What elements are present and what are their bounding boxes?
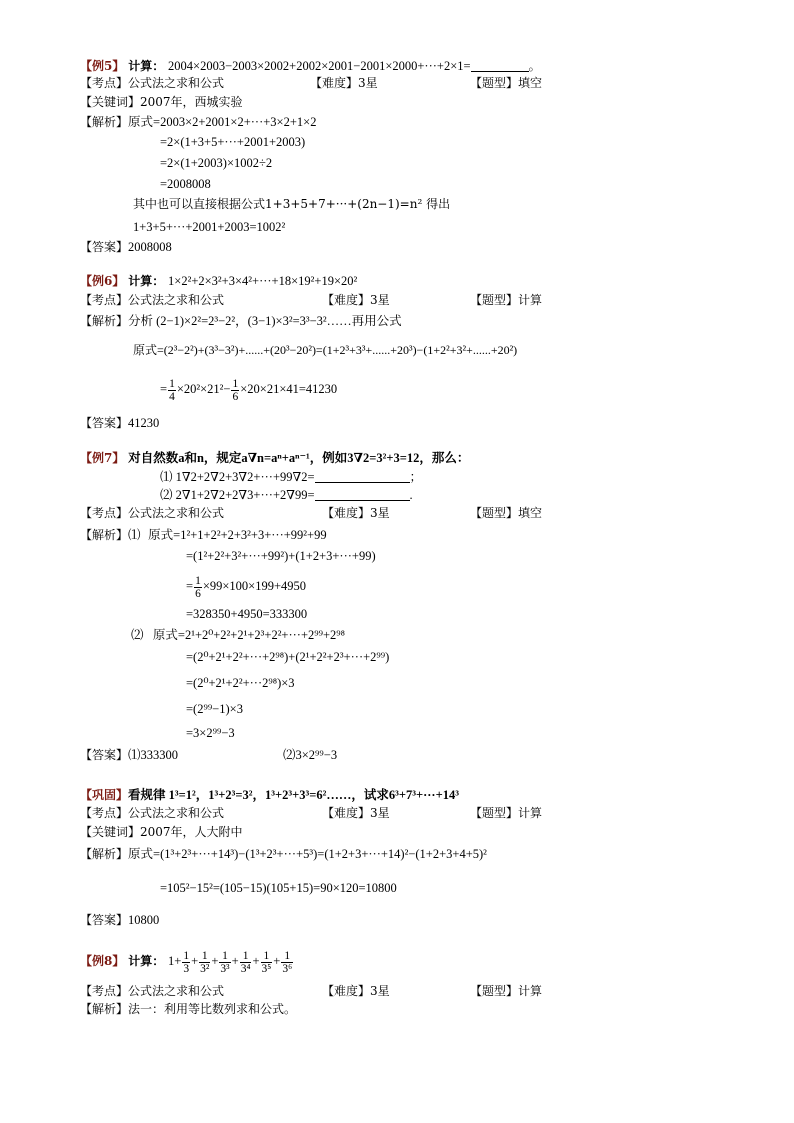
ex7-daan-label: 【答案】: [80, 748, 129, 762]
ex6-tag: 【例6】: [80, 274, 125, 288]
ex6-jiexi: [80, 313, 402, 329]
ex7-q1: ⑴ 1∇2+2∇2+3∇2+···+99∇2=: [160, 470, 315, 484]
ex6-frac-a-den: 4: [169, 390, 175, 403]
gonggu-step1: 原式=(1³+2³+···+14³)−(1³+2³+···+5³)=(1+2+3+···+14)²−(1+2+3+4+5)²: [128, 847, 487, 861]
ex8-frac-2-num: 1: [219, 950, 230, 963]
ex8-frac-4-den: 3⁵: [261, 962, 272, 975]
ex5-meta-line: [80, 75, 224, 91]
ex8-frac-3-den: 3⁴: [240, 962, 251, 975]
ex8-frac-5-den: 3⁶: [282, 962, 293, 975]
ex7-p2-step-3: =(2⁹⁹−1)×3: [186, 702, 243, 716]
ex8-frac: [240, 950, 252, 975]
ex8-tixing-label: 【题型】: [470, 984, 519, 998]
gonggu-daan-label: 【答案】: [80, 913, 129, 927]
ex6-nandu: [322, 292, 390, 308]
ex8-tag: 【例8】: [80, 954, 125, 968]
ex6-step2-d: ×20×21×41=41230: [240, 382, 338, 396]
ex7-p2-step-4: =3×2⁹⁹−3: [186, 726, 235, 740]
ex6-title: 计算：: [128, 274, 165, 288]
ex5-tixing: [470, 75, 542, 91]
ex8-kaodian: [80, 983, 224, 999]
ex8-frac-5-num: 1: [281, 950, 293, 963]
gonggu-tixing-value: 计算: [518, 806, 543, 820]
ex7-p1-label: ⑴: [128, 528, 141, 542]
ex5-answer-blank: [471, 71, 529, 72]
ex5-guanjian-value: 2007年，西城实验: [140, 95, 243, 109]
ex7-q2-end: .: [409, 488, 413, 502]
ex6-nandu-value: 3星: [370, 293, 390, 307]
ex5-daan-value: 2008008: [128, 240, 172, 254]
ex6-tixing-label: 【题型】: [470, 293, 519, 307]
ex6-kaodian-label: 【考点】: [80, 293, 129, 307]
ex8-frac: [199, 950, 210, 975]
gonggu-step2: =105²−15²=(105−15)(105+15)=90×120=10800: [160, 881, 397, 895]
ex7-nandu-label: 【难度】: [322, 506, 371, 520]
ex5-step-3: =2008008: [160, 177, 211, 191]
ex6-tixing: [470, 292, 542, 308]
ex7-p1-frac-den: 6: [195, 587, 201, 600]
gonggu-daan-value: 10800: [128, 913, 160, 927]
ex5-tixing-label: 【题型】: [470, 76, 519, 90]
ex7-p1-step-0: 原式=1²+1+2²+2+3²+3+···+99²+99: [148, 528, 327, 542]
ex6-step2: = $\frac{1}{4}$ ×20²×21²− $\frac{1}{6}$ ×20×21×41=41230: [160, 377, 338, 403]
ex8-frac: [261, 950, 273, 975]
ex7-title: 对自然数a和n，规定a∇n=aⁿ+aⁿ⁻¹，例如3∇2=3²+3=12，那么：: [128, 451, 470, 465]
ex8-frac-4-num: 1: [261, 950, 273, 963]
ex8-frac-1-num: 1: [199, 950, 210, 963]
ex5-nandu-value: 3星: [358, 76, 378, 90]
ex7-daan2: ⑵3×2⁹⁹−3: [283, 748, 338, 762]
ex8-frac-1-den: 3²: [200, 962, 210, 975]
ex6-jiexi-label: 【解析】: [80, 314, 129, 328]
gonggu-jiexi-label: 【解析】: [80, 847, 129, 861]
ex8-method: 法一：利用等比数列求和公式。: [128, 1002, 297, 1016]
ex5-problem: 2004×2003−2003×2002+2002×2001−2001×2000+···+2×1=: [168, 59, 471, 73]
ex7-tixing-value: 填空: [518, 506, 543, 520]
gonggu-keywords: [80, 824, 243, 840]
gonggu-jiexi: [80, 846, 487, 862]
ex8-frac: [219, 950, 230, 975]
ex6-kaodian-value: 公式法之求和公式: [128, 293, 225, 307]
ex5-end: 。: [528, 59, 541, 73]
ex7-tixing: [470, 505, 542, 521]
ex8-frac-2-den: 3³: [220, 962, 230, 975]
ex6-problem-line: [80, 273, 357, 289]
gonggu-kaodian-label: 【考点】: [80, 806, 129, 820]
ex5-guanjian-label: 【关键词】: [80, 95, 141, 109]
ex5-answer: [80, 239, 172, 255]
ex8-title: 计算：: [128, 954, 165, 968]
gonggu-title: 看规律 1³=1²，1³+2³=3²，1³+2³+3³=6²……，试求6³+7³+···+14³: [128, 788, 459, 802]
ex6-frac-a: [168, 378, 176, 403]
ex7-problem-line: [80, 450, 469, 466]
gonggu-tag: 【巩固】: [80, 788, 129, 802]
ex8-nandu-value: 3星: [370, 984, 390, 998]
gonggu-nandu: [322, 805, 390, 821]
ex6-nandu-label: 【难度】: [322, 293, 371, 307]
ex7-q1-end: ；: [409, 470, 423, 484]
ex7-p1-step-2: ×99×100×199+4950: [202, 579, 307, 593]
ex7-jiexi-label: 【解析】: [80, 528, 129, 542]
gonggu-nandu-label: 【难度】: [322, 806, 371, 820]
ex5-problem-line: [80, 58, 541, 74]
ex6-frac-c-den: 6: [232, 390, 239, 403]
ex8-kaodian-label: 【考点】: [80, 984, 129, 998]
ex8-kaodian-value: 公式法之求和公式: [128, 984, 225, 998]
gonggu-guanjian-label: 【关键词】: [80, 825, 141, 839]
ex6-frac-a-num: 1: [169, 377, 175, 390]
gonggu-problem-line: [80, 787, 459, 803]
ex8-frac-0-num: 1: [183, 949, 190, 962]
ex8-tixing: [470, 983, 542, 999]
ex7-nandu-value: 3星: [370, 506, 390, 520]
ex5-tixing-value: 填空: [518, 76, 543, 90]
ex7-p2-step-0: 原式=2¹+2⁰+2²+2¹+2³+2²+···+2⁹⁹+2⁹⁸: [152, 628, 346, 642]
ex8-frac-3-num: 1: [240, 950, 252, 963]
ex7-p2-line: [131, 627, 345, 643]
ex7-q1-line: [160, 469, 422, 485]
ex7-daan1: ⑴333300: [128, 748, 179, 762]
ex6-problem: 1×2²+2×3²+3×4²+···+18×19²+19×20²: [168, 274, 358, 288]
gonggu-tixing-label: 【题型】: [470, 806, 519, 820]
ex7-kaodian: [80, 505, 224, 521]
ex8-frac-list: $\frac{1}{3}$ + $\frac{1}{\text{3²}}$ + $\frac{1}{\text{3³}}$ + $\frac{1}{\text{3⁴}}$ + $\frac{1}{\text{3⁵}}$ + $\frac{1}{\text{3⁶}}$: [183, 949, 293, 975]
ex6-answer: [80, 415, 159, 431]
ex7-nandu: [322, 505, 390, 521]
ex8-frac-0-den: 3: [183, 962, 190, 975]
ex7-q2-line: [160, 487, 413, 503]
ex5-step-2: =2×(1+2003)×1002÷2: [160, 156, 273, 170]
gonggu-answer: [80, 912, 159, 928]
ex7-p2-step-1: =(2⁰+2¹+2²+···+2⁹⁸)+(2¹+2²+2³+···+2⁹⁹): [186, 650, 390, 664]
ex6-frac-c: [231, 378, 239, 403]
ex5-kaodian-label: 【考点】: [80, 76, 129, 90]
ex5-note1: 其中也可以直接根据公式1+3+5+7+···+(2n−1)=n² 得出: [133, 197, 451, 211]
ex8-tixing-value: 计算: [518, 984, 543, 998]
ex8-frac: [281, 950, 293, 975]
ex7-q1-blank: [315, 482, 410, 483]
gonggu-kaodian: [80, 805, 224, 821]
ex5-step-0: 原式=2003×2+2001×2+···+3×2+1×2: [128, 115, 317, 129]
ex7-kaodian-label: 【考点】: [80, 506, 129, 520]
ex8-jiexi-label: 【解析】: [80, 1002, 129, 1016]
gonggu-guanjian-value: 2007年，人大附中: [140, 825, 243, 839]
ex5-kaodian: 公式法之求和公式: [128, 76, 225, 90]
ex7-p1-frac: [194, 575, 202, 600]
ex7-p2-label: ⑵: [131, 628, 144, 642]
ex6-daan-value: 41230: [128, 416, 160, 430]
ex8-nandu: [322, 983, 390, 999]
ex7-q2-blank: [315, 500, 410, 501]
ex5-daan-label: 【答案】: [80, 240, 129, 254]
ex7-p1-step-3: =328350+4950=333300: [186, 607, 308, 621]
ex8-nandu-label: 【难度】: [322, 984, 371, 998]
ex6-step1: 原式=(2³−2²)+(3³−3²)+......+(20³−20²)=(1+2³+3³+......+20³)−(1+2²+3²+......+20²): [133, 343, 518, 357]
gonggu-tixing: [470, 805, 542, 821]
ex7-q2: ⑵ 2∇1+2∇2+2∇3+···+2∇99=: [160, 488, 315, 502]
ex7-tixing-label: 【题型】: [470, 506, 519, 520]
ex8-frac: [182, 950, 190, 975]
ex5-title: 计算：: [128, 59, 165, 73]
ex7-kaodian-value: 公式法之求和公式: [128, 506, 225, 520]
ex6-frac-c-num: 1: [232, 377, 239, 390]
ex6-daan-label: 【答案】: [80, 416, 129, 430]
ex5-nandu: [310, 75, 378, 91]
ex7-answer: [80, 747, 178, 763]
ex7-tag: 【例7】: [80, 451, 125, 465]
ex6-analysis: 分析 (2−1)×2²=2³−2²，(3−1)×3²=3³−3²……再用公式: [128, 314, 402, 328]
ex7-p1-step-1: =(1²+2²+3²+···+99²)+(1+2+3+···+99): [186, 549, 376, 563]
ex8-problem-line: [80, 948, 294, 975]
ex5-keywords: [80, 94, 243, 110]
gonggu-kaodian-value: 公式法之求和公式: [128, 806, 225, 820]
ex8-lead: 1+: [168, 954, 182, 968]
ex5-jiexi-label: 【解析】: [80, 115, 129, 129]
gonggu-nandu-value: 3星: [370, 806, 390, 820]
ex5-tag: 【例5】: [80, 59, 125, 73]
ex6-tixing-value: 计算: [518, 293, 543, 307]
ex6-kaodian: [80, 292, 224, 308]
ex7-jiexi: [80, 527, 327, 543]
ex5-jiexi: [80, 114, 316, 130]
ex7-p1-frac-num: 1: [195, 574, 201, 587]
ex7-p1-step-2-line: = $\frac{1}{6}$ ×99×100×199+4950: [186, 574, 307, 600]
ex7-p2-step-2: =(2⁰+2¹+2²+···2⁹⁸)×3: [186, 676, 295, 690]
ex5-step-1: =2×(1+3+5+···+2001+2003): [160, 135, 306, 149]
ex5-note2: 1+3+5+···+2001+2003=1002²: [133, 220, 286, 234]
ex6-step2-b: ×20²×21²−: [176, 382, 231, 396]
ex8-jiexi: [80, 1001, 296, 1017]
ex5-nandu-label: 【难度】: [310, 76, 359, 90]
